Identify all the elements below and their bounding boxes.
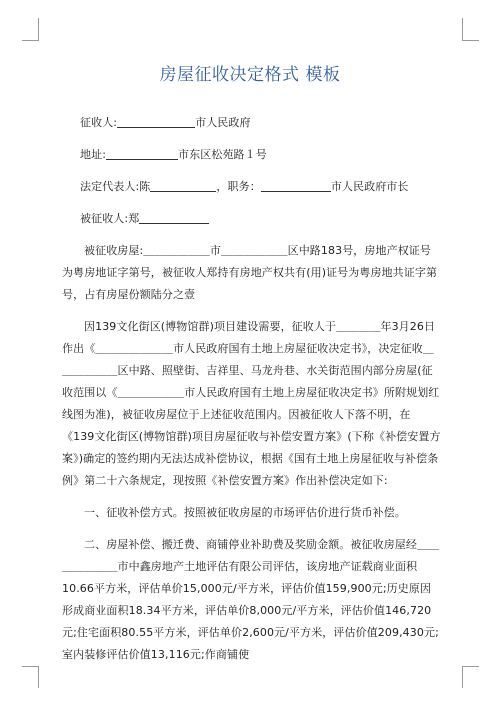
blank-underline [150,177,216,192]
document-body [62,112,442,676]
compensation-amount-paragraph: 二、房屋补偿、搬迁费、商铺停业补助费及奖励金额。被征收房屋经＿＿＿＿＿＿＿市中鑫房地产土地评估有限公司评估，该房地产证载商业面积10.66平方米，评估单价15,000元/平方米，评估价值159,900元;历史原因形成商业面积18.34平方米，评估单价8,000元/平方米，评估价值146,720元;住宅面积80.55平方米，评估单价2,600元/平方米，评估价值209,430元;室内装修评估价值13,116元;作商铺使 [62,538,440,661]
crop-mark-top-left [38,18,39,40]
address-label: 地址: [80,148,107,161]
crop-mark-bottom-right [462,666,463,688]
position-value: 市人民政府市长 [330,180,409,193]
blank-underline [261,177,331,192]
crop-mark-bottom-right [462,666,479,667]
crop-mark-top-right [462,40,479,41]
crop-mark-bottom-left [22,666,39,667]
expropriator-value: 市人民政府 [195,116,251,129]
expropriator-line [80,112,442,134]
reason-paragraph: 因139文化街区(博物馆群)项目建设需要，征收人于＿＿＿＿年3月26日作出《＿＿＿＿＿＿＿市人民政府国有土地上房屋征收决定书》，决定征收＿＿＿＿＿＿区中路、照壁街、吉祥里、马龙舟巷、水关街范围内部分房屋(征收范围以《＿＿＿＿＿＿市人民政府国有土地上房屋征收决定书》所附规划红线图为准)，被征收房屋位于上述征收范围内。因被征收人下落不明，在《139文化街区(博物馆群)项目房屋征收与补偿安置方案》(下称《补偿安置方案》)确定的签约期内无法达成补偿协议，根据《国有土地上房屋征收与补偿条例》第二十六条规定，现按照《补偿安置方案》作出补偿决定如下: [62,320,441,487]
document-title: 房屋征收决定格式 模板 [159,65,341,85]
blank-underline [106,145,178,160]
blank-underline [117,113,195,128]
expropriated-person-line [80,208,442,230]
crop-mark-bottom-left [38,666,39,688]
compensation-method-paragraph: 一、征收补偿方式。按照被征收房屋的市场评估价进行货币补偿。 [84,506,406,519]
address-value: 市东区松苑路１号 [178,148,267,161]
legal-rep-label: 法定代表人:陈 [80,180,151,193]
legal-representative-line [80,176,442,198]
position-label: ，职务： [216,180,261,193]
address-line [80,144,442,166]
expropriated-person-label: 被征收人:郑 [80,212,140,225]
crop-mark-top-right [462,18,463,40]
expropriator-label: 征收人: [80,116,118,129]
crop-mark-top-left [22,40,39,41]
blank-underline [139,209,209,224]
house-paragraph: 被征收房屋:＿＿＿＿＿＿市＿＿＿＿＿＿区中路183号，房地产权证号为粤房地证字第号，被征收人郑持有房地产权共有(用)证号为粤房地共证字第号，占有房屋份额陆分之壹 [62,244,438,301]
